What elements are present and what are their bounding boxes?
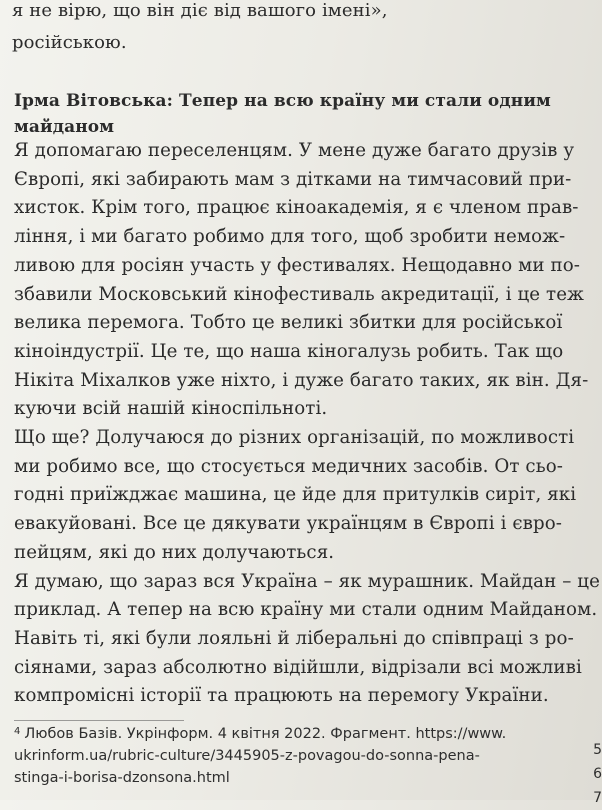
body-line: годні приїжджає машина, це йде для притулків сиріт, які	[14, 484, 577, 506]
body-line: Я думаю, що зараз вся Україна – як мурашник. Майдан – це	[14, 570, 600, 592]
footnote-line: stinga-i-borisa-dzonsona.html	[14, 770, 230, 786]
previous-paragraph-line: я не вірю, що він діє від вашого імені»,	[12, 0, 388, 21]
footnote-number: 4	[14, 726, 21, 737]
body-line: кіноіндустрії. Це те, що наша кіногалузь робить. Так що	[14, 340, 564, 362]
body-line: ління, і ми багато робимо для того, щоб зробити немож-	[14, 226, 566, 248]
margin-number: 6	[593, 766, 602, 782]
margin-number: 7	[593, 790, 602, 806]
body-line: Нікіта Міхалков уже ніхто, і дуже багато таких, як він. Дя-	[14, 369, 589, 391]
body-line: велика перемога. Тобто це великі збитки для російської	[14, 312, 563, 334]
margin-number: 5	[593, 742, 602, 758]
body-line: приклад. А тепер на всю країну ми стали одним Майданом.	[14, 599, 598, 621]
body-line: евакуйовані. Все це дякувати українцям в Європі і євро-	[14, 513, 563, 535]
previous-paragraph-line: російською.	[12, 32, 127, 53]
heading-line: майданом	[14, 117, 115, 137]
body-line: Навіть ті, які були лояльні й ліберальні до співпраці з ро-	[14, 627, 574, 649]
body-line: куючи всій нашій кіноспільноті.	[14, 398, 328, 420]
body-line: Я допомагаю переселенцям. У мене дуже багато друзів у	[14, 140, 575, 161]
body-line: Європі, які забирають мам з дітками на тимчасовий при-	[14, 168, 572, 190]
body-line: ми робимо все, що стосується медичних засобів. От сьо-	[14, 455, 563, 477]
body-line: збавили Московський кінофестиваль акредитації, і це теж	[14, 283, 584, 305]
footnote-text: Любов Базів. Укрінформ. 4 квітня 2022. Фрагмент. https://www.	[24, 726, 507, 742]
body-line: компромісні історії та працюють на перемогу України.	[14, 685, 549, 707]
heading-line: Ірма Вітовська: Тепер на всю країну ми стали одним	[14, 91, 551, 111]
body-line: сіянами, зараз абсолютно відійшли, відрізали всі можливі	[14, 656, 582, 678]
body-line: ливою для росіян участь у фестивалях. Нещодавно ми по-	[14, 254, 581, 276]
section-heading	[14, 88, 584, 140]
footnote	[14, 721, 584, 789]
footnote-line	[14, 721, 584, 745]
body-line: Що ще? Долучаюся до різних організацій, по можливості	[14, 427, 575, 449]
body-line: пейцям, які до них долучаються.	[14, 541, 335, 563]
margin-numbers	[586, 738, 602, 810]
footnote-line: ukrinform.ua/rubric-culture/3445905-z-povagou-do-sonna-pena-	[14, 748, 480, 764]
body-text	[14, 137, 600, 711]
body-line: хисток. Крім того, працює кіноакадемія, я є членом прав-	[14, 197, 579, 219]
